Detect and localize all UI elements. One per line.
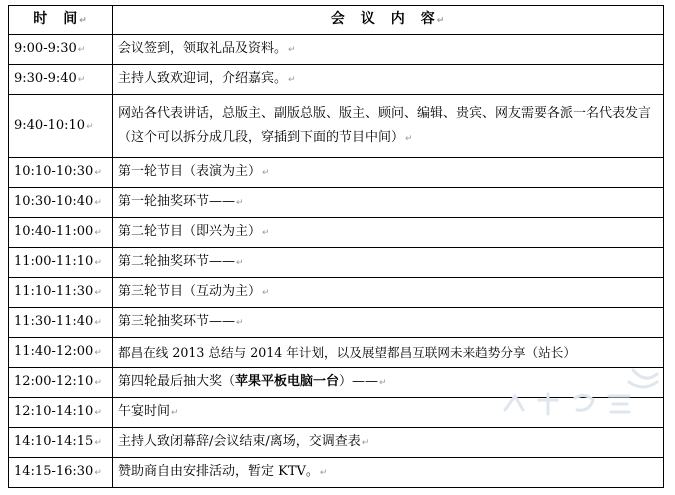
paragraph-mark-icon: ↵ <box>79 16 88 26</box>
time-cell: 10:10-10:30↵ <box>9 158 113 188</box>
time-cell: 11:10-11:30↵ <box>9 278 113 308</box>
table-row <box>9 188 664 218</box>
paragraph-mark-icon: ↵ <box>77 75 86 85</box>
content-cell: 主持人致欢迎词，介绍嘉宾。↵ <box>113 65 664 95</box>
paragraph-mark-icon: ↵ <box>288 75 296 85</box>
prize-name: 苹果平板电脑一台 <box>235 374 340 389</box>
time-cell: 14:10-14:15↵ <box>9 428 113 458</box>
content-cell: 午宴时间↵ <box>113 398 664 428</box>
time-cell: 9:30-9:40↵ <box>9 65 113 95</box>
table-row <box>9 338 664 368</box>
table-row <box>9 428 664 458</box>
paragraph-mark-icon: ↵ <box>236 258 244 268</box>
table-row <box>9 278 664 308</box>
paragraph-mark-icon: ↵ <box>94 258 102 268</box>
time-cell: 11:40-12:00↵ <box>9 338 113 368</box>
content-cell: 主持人致闭幕辞/会议结束/离场，交调查表↵ <box>113 428 664 458</box>
content-cell: 第四轮最后抽大奖（苹果平板电脑一台）——↵ <box>113 368 664 398</box>
paragraph-mark-icon: ↵ <box>94 348 102 358</box>
time-cell: 12:00-12:10↵ <box>9 368 113 398</box>
paragraph-mark-icon: ↵ <box>94 288 102 298</box>
schedule-table <box>8 5 664 488</box>
time-cell: 9:00-9:30↵ <box>9 35 113 65</box>
table-row <box>9 368 664 398</box>
time-cell: 12:10-14:10↵ <box>9 398 113 428</box>
paragraph-mark-icon: ↵ <box>94 228 102 238</box>
content-cell: 都昌在线 2013 总结与 2014 年计划，以及展望都昌互联网未来趋势分享（站长） <box>113 338 664 368</box>
table-row <box>9 458 664 488</box>
table-row <box>9 308 664 338</box>
time-cell: 11:00-11:10↵ <box>9 248 113 278</box>
content-cell: 第三轮节目（互动为主）↵ <box>113 278 664 308</box>
paragraph-mark-icon: ↵ <box>94 378 102 388</box>
paragraph-mark-icon: ↵ <box>171 408 179 418</box>
paragraph-mark-icon: ↵ <box>436 16 446 26</box>
content-cell: 第二轮抽奖环节——↵ <box>113 248 664 278</box>
content-cell: 会议签到，领取礼品及资料。↵ <box>113 35 664 65</box>
header-row <box>9 6 664 35</box>
table-row <box>9 398 664 428</box>
content-cell: 赞助商自由安排活动，暂定 KTV。↵ <box>113 458 664 488</box>
paragraph-mark-icon: ↵ <box>94 168 102 178</box>
paragraph-mark-icon: ↵ <box>288 45 296 55</box>
time-cell: 10:30-10:40↵ <box>9 188 113 218</box>
table-row <box>9 35 664 65</box>
paragraph-mark-icon: ↵ <box>94 318 102 328</box>
table-row <box>9 248 664 278</box>
content-cell: 第一轮节目（表演为主）↵ <box>113 158 664 188</box>
content-cell: 网站各代表讲话，总版主、副版总版、版主、顾问、编辑、贵宾、网友需要各派一名代表发言（这个可以拆分成几段，穿插到下面的节目中间）↵ <box>113 95 664 158</box>
paragraph-mark-icon: ↵ <box>94 468 102 478</box>
paragraph-mark-icon: ↵ <box>94 408 102 418</box>
paragraph-mark-icon: ↵ <box>262 228 270 238</box>
table-row <box>9 158 664 188</box>
paragraph-mark-icon: ↵ <box>77 45 86 55</box>
paragraph-mark-icon: ↵ <box>236 318 244 328</box>
paragraph-mark-icon: ↵ <box>319 468 328 478</box>
time-cell: 9:40-10:10↵ <box>9 95 113 158</box>
paragraph-mark-icon: ↵ <box>94 438 102 448</box>
paragraph-mark-icon: ↵ <box>94 198 102 208</box>
content-cell: 第一轮抽奖环节——↵ <box>113 188 664 218</box>
paragraph-mark-icon: ↵ <box>379 378 387 388</box>
paragraph-mark-icon: ↵ <box>361 438 370 448</box>
table-row <box>9 95 664 158</box>
content-cell: 第二轮节目（即兴为主）↵ <box>113 218 664 248</box>
content-cell: 第三轮抽奖环节——↵ <box>113 308 664 338</box>
paragraph-mark-icon: ↵ <box>262 168 270 178</box>
paragraph-mark-icon: ↵ <box>236 198 244 208</box>
time-cell: 10:40-11:00↵ <box>9 218 113 248</box>
time-cell: 11:30-11:40↵ <box>9 308 113 338</box>
paragraph-mark-icon: ↵ <box>262 288 270 298</box>
header-content: 会 议 内 容↵ <box>113 6 664 35</box>
table-row <box>9 65 664 95</box>
header-time: 时 间↵ <box>9 6 113 35</box>
paragraph-mark-icon: ↵ <box>405 133 413 144</box>
time-cell: 14:15-16:30↵ <box>9 458 113 488</box>
paragraph-mark-icon: ↵ <box>86 121 94 132</box>
table-row <box>9 218 664 248</box>
